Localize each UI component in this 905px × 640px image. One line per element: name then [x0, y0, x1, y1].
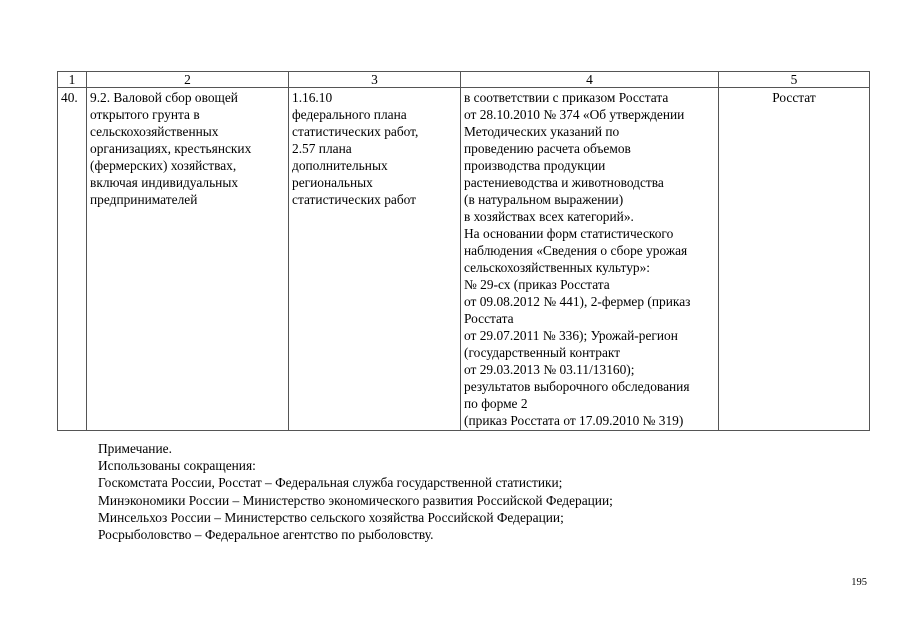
indicator-line: предпринимателей — [90, 192, 198, 207]
methodology-line: результатов выборочного обследования — [464, 379, 690, 394]
table-header-row — [58, 72, 870, 88]
column-number-5: 5 — [719, 72, 870, 88]
abbreviations-heading: Использованы сокращения: — [98, 458, 256, 474]
plan-line: 1.16.10 — [292, 90, 333, 105]
methodology-line: растениеводства и животноводства — [464, 175, 664, 190]
column-number-4: 4 — [461, 72, 719, 88]
methodology-line: от 28.10.2010 № 374 «Об утверждении — [464, 107, 685, 122]
plan-line: дополнительных — [292, 158, 388, 173]
plan-line: региональных — [292, 175, 373, 190]
methodology-line: сельскохозяйственных культур»: — [464, 260, 651, 275]
methodology-line: проведению расчета объемов — [464, 141, 631, 156]
methodology-line: от 29.07.2011 № 336); Урожай-регион — [464, 328, 678, 343]
methodology-line: по форме 2 — [464, 396, 528, 411]
plan-line: статистических работ — [292, 192, 417, 207]
plan-line: статистических работ, — [292, 124, 419, 139]
methodology-line: На основании форм статистического — [464, 226, 674, 241]
page-number: 195 — [851, 577, 867, 588]
notes-heading: Примечание. — [98, 441, 172, 456]
indicator-line: организациях, крестьянских — [90, 141, 252, 156]
responsible-agency-cell: Росстат — [719, 88, 870, 431]
indicator-line: сельскохозяйственных — [90, 124, 219, 139]
abbreviation-item: Минсельхоз России – Министерство сельского хозяйства Российской Федерации; — [98, 509, 564, 525]
notes-section — [98, 440, 613, 543]
indicator-line: включая индивидуальных — [90, 175, 239, 190]
methodology-line: (государственный контракт — [464, 345, 621, 360]
methodology-line: наблюдения «Сведения о сборе урожая — [464, 243, 688, 258]
indicator-line: 9.2. Валовой сбор овощей — [90, 90, 238, 105]
statistics-table — [57, 71, 870, 431]
plan-line: федерального плана — [292, 107, 407, 122]
abbreviation-item: Госкомстата России, Росстат – Федеральная служба государственной статистики; — [98, 475, 563, 491]
column-number-3: 3 — [289, 72, 461, 88]
column-number-1: 1 — [58, 72, 87, 88]
plan-reference-cell — [289, 88, 461, 431]
methodology-line: № 29-сх (приказ Росстата — [464, 277, 610, 292]
row-number: 40. — [58, 88, 87, 431]
abbreviation-item: Росрыболовство – Федеральное агентство по рыболовству. — [98, 527, 434, 543]
abbreviation-item: Минэкономики России – Министерство экономического развития Российской Федерации; — [98, 492, 613, 508]
plan-line: 2.57 плана — [292, 141, 352, 156]
methodology-line: в соответствии с приказом Росстата — [464, 90, 669, 105]
indicator-line: (фермерских) хозяйствах, — [90, 158, 237, 173]
indicator-line: открытого грунта в — [90, 107, 200, 122]
methodology-line: (приказ Росстата от 17.09.2010 № 319) — [464, 413, 684, 428]
methodology-line: производства продукции — [464, 158, 606, 173]
methodology-line: в хозяйствах всех категорий». — [464, 209, 634, 224]
methodology-cell — [461, 88, 719, 431]
table-row — [58, 88, 870, 431]
indicator-name-cell — [87, 88, 289, 431]
methodology-line: Методических указаний по — [464, 124, 620, 139]
column-number-2: 2 — [87, 72, 289, 88]
methodology-line: от 29.03.2013 № 03.11/13160); — [464, 362, 635, 377]
methodology-line: Росстата — [464, 311, 514, 326]
methodology-line: от 09.08.2012 № 441), 2-фермер (приказ — [464, 294, 691, 309]
methodology-line: (в натуральном выражении) — [464, 192, 624, 207]
